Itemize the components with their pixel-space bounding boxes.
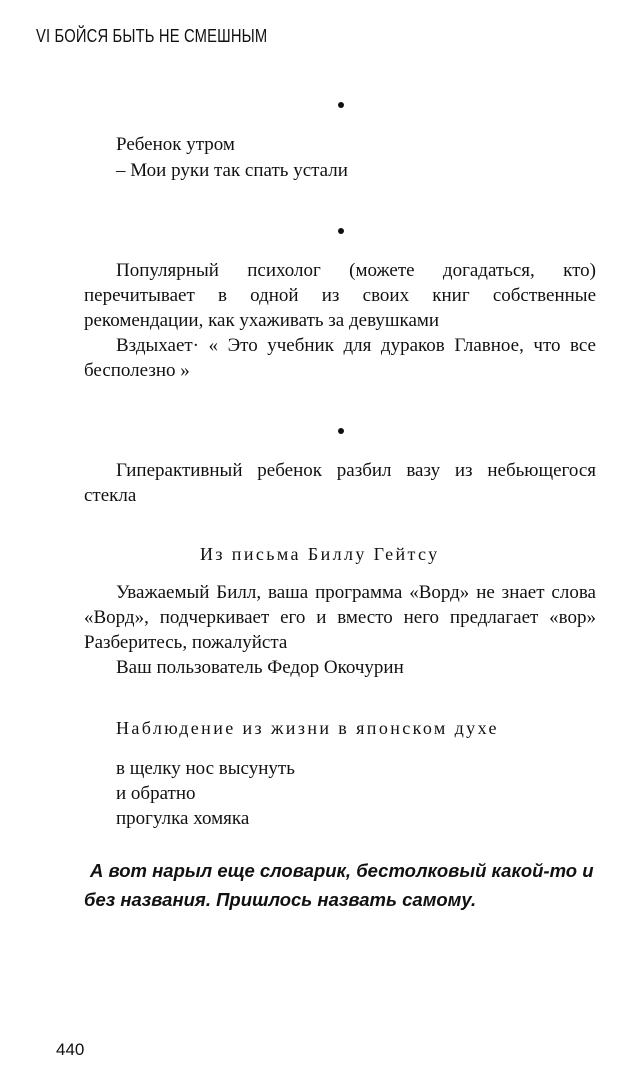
separator-bullet: [338, 102, 344, 108]
haiku-line-2: и обратно: [116, 783, 196, 804]
letter-body: [84, 580, 596, 680]
letter-paragraph: Уважаемый Билл, ваша программа «Ворд» не знает слова «Ворд», подчеркивает его и вместо него предлагает «вор» Разберитесь, пожалуйста: [84, 582, 596, 653]
running-header: VI БОЙСЯ БЫТЬ НЕ СМЕШНЫМ: [36, 26, 268, 46]
closing-text: А вот нарыл еще словарик, бестолковый какой-то и без названия. Пришлось назвать самому.: [84, 860, 594, 910]
closing-paragraph: [84, 856, 610, 914]
child-line-2: – Мои руки так спать устали: [116, 160, 348, 181]
psychologist-paragraph-1: Популярный психолог (можете догадаться, кто) перечитывает в одной из своих книг собственные рекомендации, как ухаживать за девушками: [84, 260, 596, 331]
haiku-line-3: прогулка хомяка: [116, 808, 250, 829]
hyperactive-joke: [84, 458, 596, 508]
haiku-line-1: в щелку нос высунуть: [116, 758, 295, 779]
separator-bullet: [338, 228, 344, 234]
psychologist-joke: [84, 258, 596, 383]
page-number: 440: [56, 1040, 85, 1059]
letter-title: Из письма Биллу Гейтсу: [200, 544, 440, 564]
observation-title: Наблюдение из жизни в японском духе: [116, 718, 499, 738]
separator-bullet: [338, 428, 344, 434]
letter-signature: Ваш пользователь Федор Окочурин: [116, 657, 404, 678]
hyperactive-paragraph: Гиперактивный ребенок разбил вазу из небьющегося стекла: [84, 460, 596, 506]
child-line-1: Ребенок утром: [116, 134, 235, 155]
psychologist-paragraph-2: Вздыхает· « Это учебник для дураков Главное, что все бесполезно »: [84, 335, 596, 381]
